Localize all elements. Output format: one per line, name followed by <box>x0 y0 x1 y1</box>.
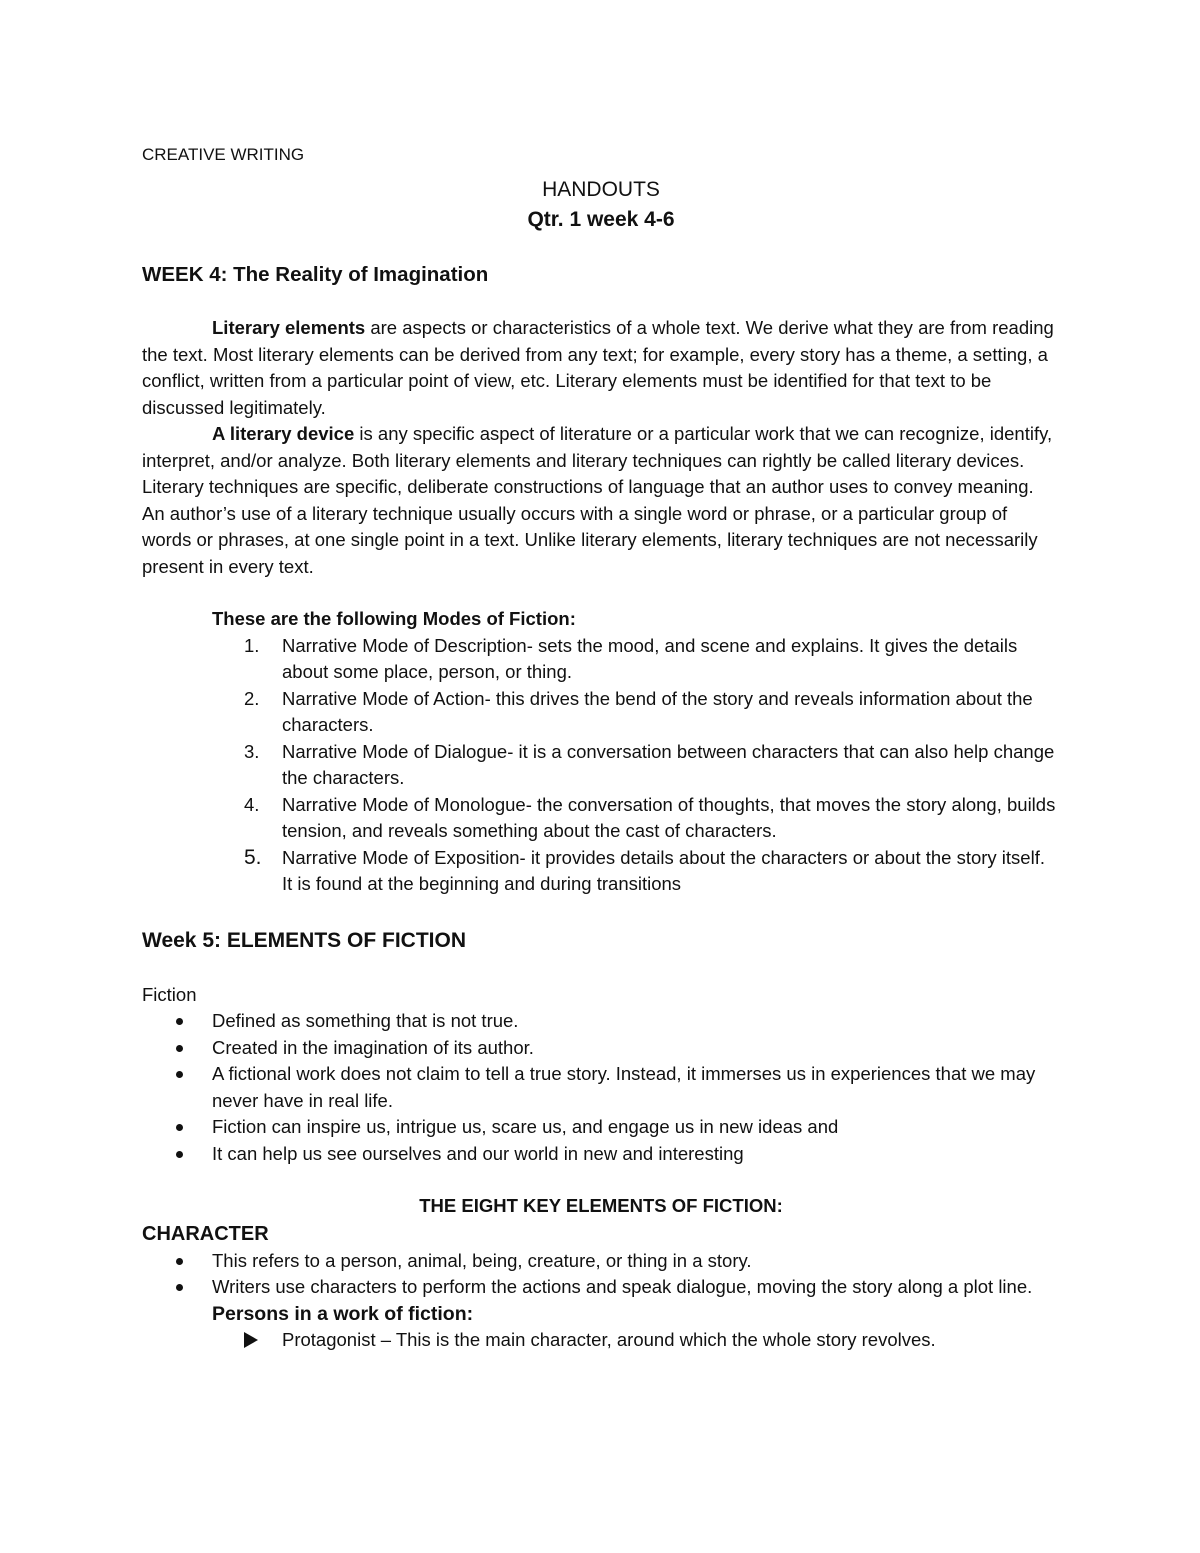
list-number: 3. <box>244 740 260 762</box>
list-number: 4. <box>244 793 260 815</box>
bullet-icon <box>176 1258 183 1265</box>
character-bullet-list <box>142 1248 1060 1301</box>
document-subtitle: Qtr. 1 week 4-6 <box>527 208 675 231</box>
document-title: HANDOUTS <box>542 178 660 201</box>
list-item <box>244 845 1060 898</box>
list-item <box>212 1114 1060 1141</box>
modes-list <box>142 633 1060 898</box>
list-item <box>282 1327 1060 1354</box>
list-item <box>244 633 1060 686</box>
literary-device-term: A literary device <box>212 423 355 444</box>
literary-device-text: is any specific aspect of literature or a particular work that we can recognize, identify, interpret, and/or analyze. Both literary elements and literary techniques can rightly be called literary devices. Literary techniques are specific, deliberate constructions of language that an author uses to convey meaning. An author’s use of a literary technique usually occurs with a single word or phrase, or a particular group of words or phrases, at one single point in a text. Unlike literary elements, literary techniques are not necessarily present in every text. <box>142 423 1053 577</box>
list-item <box>244 792 1060 845</box>
bullet-icon <box>176 1045 183 1052</box>
document-page <box>142 143 1060 1354</box>
list-item-text: Writers use characters to perform the actions and speak dialogue, moving the story along a plot line. <box>212 1276 1033 1297</box>
persons-list <box>142 1327 1060 1354</box>
list-item-text: Defined as something that is not true. <box>212 1010 519 1031</box>
bullet-icon <box>176 1284 183 1291</box>
bullet-icon <box>176 1124 183 1131</box>
list-item-text: Narrative Mode of Monologue- the conversation of thoughts, that moves the story along, builds tension, and reveals something about the cast of characters. <box>282 793 1056 841</box>
list-item <box>244 739 1060 792</box>
week4-heading <box>142 261 1060 289</box>
list-item <box>212 1248 1060 1275</box>
list-number: 5. <box>244 845 262 869</box>
literary-elements-term: Literary elements <box>212 317 366 338</box>
list-item-text: Narrative Mode of Description- sets the mood, and scene and explains. It gives the details about some place, person, or thing. <box>282 634 1018 682</box>
arrow-bullet-icon <box>244 1332 258 1348</box>
literary-device-paragraph <box>142 421 1060 580</box>
modes-heading: These are the following Modes of Fiction: <box>212 608 576 629</box>
course-label: CREATIVE WRITING <box>142 145 305 164</box>
literary-elements-text: are aspects or characteristics of a whole text. We derive what they are from reading the text. Most literary elements can be derived from any text; for example, every story has a theme, a setting, a conflict, written from a particular point of view, etc. Literary elements must be identified for that text to be discussed legitimately. <box>142 317 1054 418</box>
list-item <box>212 1274 1060 1301</box>
list-item-text: Protagonist – This is the main character, around which the whole story revolves. <box>282 1329 936 1350</box>
bullet-icon <box>176 1151 183 1158</box>
list-item <box>212 1035 1060 1062</box>
fiction-bullet-list <box>142 1008 1060 1167</box>
list-item-text: This refers to a person, animal, being, creature, or thing in a story. <box>212 1249 752 1271</box>
bullet-icon <box>176 1071 183 1078</box>
week5-heading: Week 5: ELEMENTS OF FICTION <box>142 928 466 952</box>
list-item-text: A fictional work does not claim to tell a true story. Instead, it immerses us in experiences that we may never have in real life. <box>212 1063 1036 1111</box>
list-item <box>212 1061 1060 1114</box>
list-item-text: It can help us see ourselves and our world in new and interesting <box>212 1142 744 1164</box>
list-item <box>244 686 1060 739</box>
list-item <box>212 1008 1060 1035</box>
week4-heading-rest: : The Reality of Imagination <box>220 263 489 286</box>
list-item-text: Narrative Mode of Action- this drives the bend of the story and reveals information about the characters. <box>282 687 1033 735</box>
literary-elements-paragraph <box>142 315 1060 421</box>
list-item <box>212 1141 1060 1168</box>
week4-heading-prefix: WEEK 4 <box>142 263 221 286</box>
character-heading: CHARACTER <box>142 1222 269 1245</box>
list-number: 2. <box>244 687 260 709</box>
persons-heading: Persons in a work of fiction: <box>212 1302 474 1325</box>
list-item-text: Fiction can inspire us, intrigue us, scare us, and engage us in new ideas and <box>212 1116 839 1137</box>
fiction-label: Fiction <box>142 983 197 1005</box>
eight-elements-heading: THE EIGHT KEY ELEMENTS OF FICTION: <box>419 1195 783 1216</box>
list-item-text: Narrative Mode of Dialogue- it is a conversation between characters that can also help change the characters. <box>282 740 1055 788</box>
list-number: 1. <box>244 634 260 656</box>
bullet-icon <box>176 1018 183 1025</box>
list-item-text: Created in the imagination of its author. <box>212 1036 534 1058</box>
list-item-text: Narrative Mode of Exposition- it provides details about the characters or about the story itself. It is found at the beginning and during transitions <box>282 846 1045 894</box>
